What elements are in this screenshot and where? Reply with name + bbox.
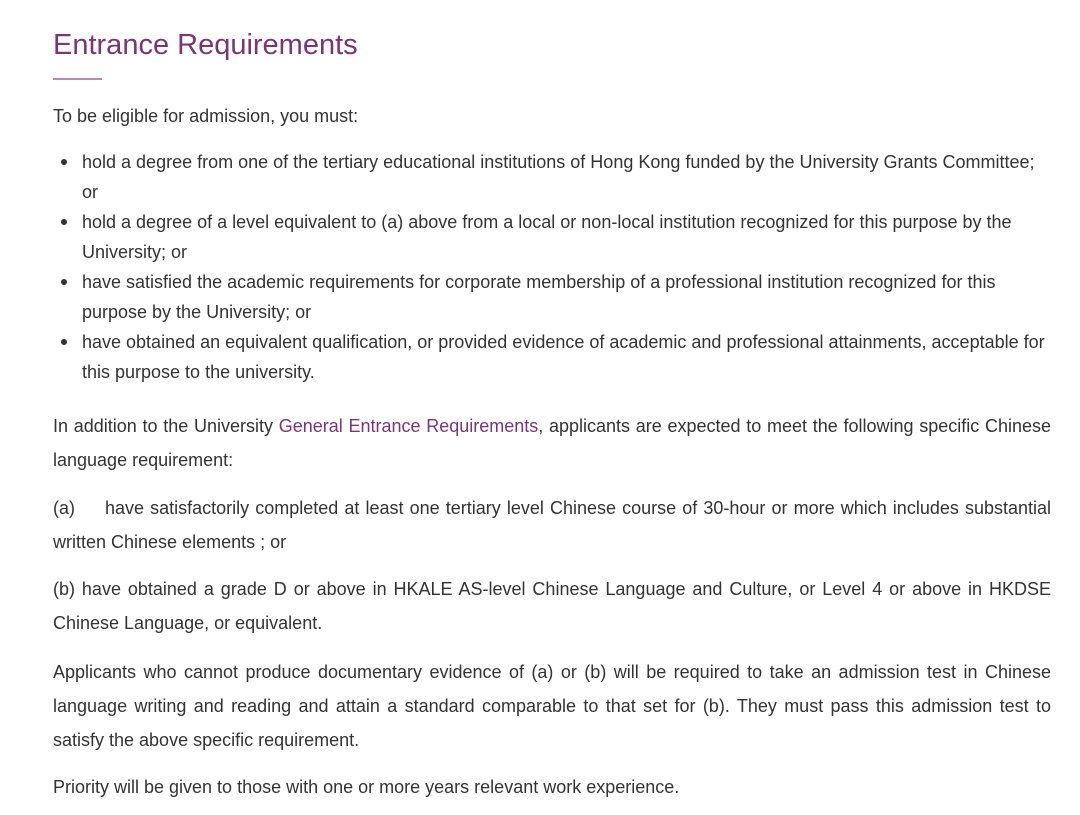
option-a-paragraph [53,491,1051,559]
option-a-text: have satisfactorily completed at least one tertiary level Chinese course of 30-hour or more which includes substantial written Chinese elements ; or [53,498,1051,552]
page-title: Entrance Requirements [53,29,358,61]
intro-text: To be eligible for admission, you must: [53,106,359,126]
addition-text-before: In addition to the University [53,416,279,436]
list-item [53,147,1051,207]
admission-test-paragraph: Applicants who cannot produce documentary evidence of (a) or (b) will be required to take an admission test in Chinese language writing and reading and attain a standard comparable to that set for (b). They must pass this admission test to satisfy the above specific requirement. [53,662,1051,750]
bullet-icon [61,219,67,225]
option-a-label: (a) [53,498,75,518]
list-item-text: hold a degree from one of the tertiary educational institutions of Hong Kong funded by the University Grants Committee; or [82,152,1035,202]
list-item-text: have obtained an equivalent qualification, or provided evidence of academic and professional attainments, acceptable for this purpose to the university. [82,332,1045,382]
bullet-icon [61,159,67,165]
priority-paragraph: Priority will be given to those with one or more years relevant work experience. [53,777,680,797]
option-b-paragraph: (b) have obtained a grade D or above in HKALE AS-level Chinese Language and Culture, or Level 4 or above in HKDSE Chinese Language, or equivalent. [53,579,1051,633]
list-item-text: hold a degree of a level equivalent to (a) above from a local or non-local institution recognized for this purpose by the University; or [82,212,1012,262]
general-entrance-requirements-link[interactable]: General Entrance Requirements [278,416,539,436]
list-item-text: have satisfied the academic requirements for corporate membership of a professional institution recognized for this purpose by the University; or [82,272,996,322]
list-item [53,267,1051,327]
additional-requirement-paragraph [53,409,1051,477]
title-underline [53,78,102,80]
list-item [53,327,1051,387]
bullet-icon [61,339,67,345]
addition-text-after: , applicants are expected to meet the following specific Chinese language requirement: [53,416,1051,470]
requirements-list [53,147,1051,387]
list-item [53,207,1051,267]
bullet-icon [61,279,67,285]
